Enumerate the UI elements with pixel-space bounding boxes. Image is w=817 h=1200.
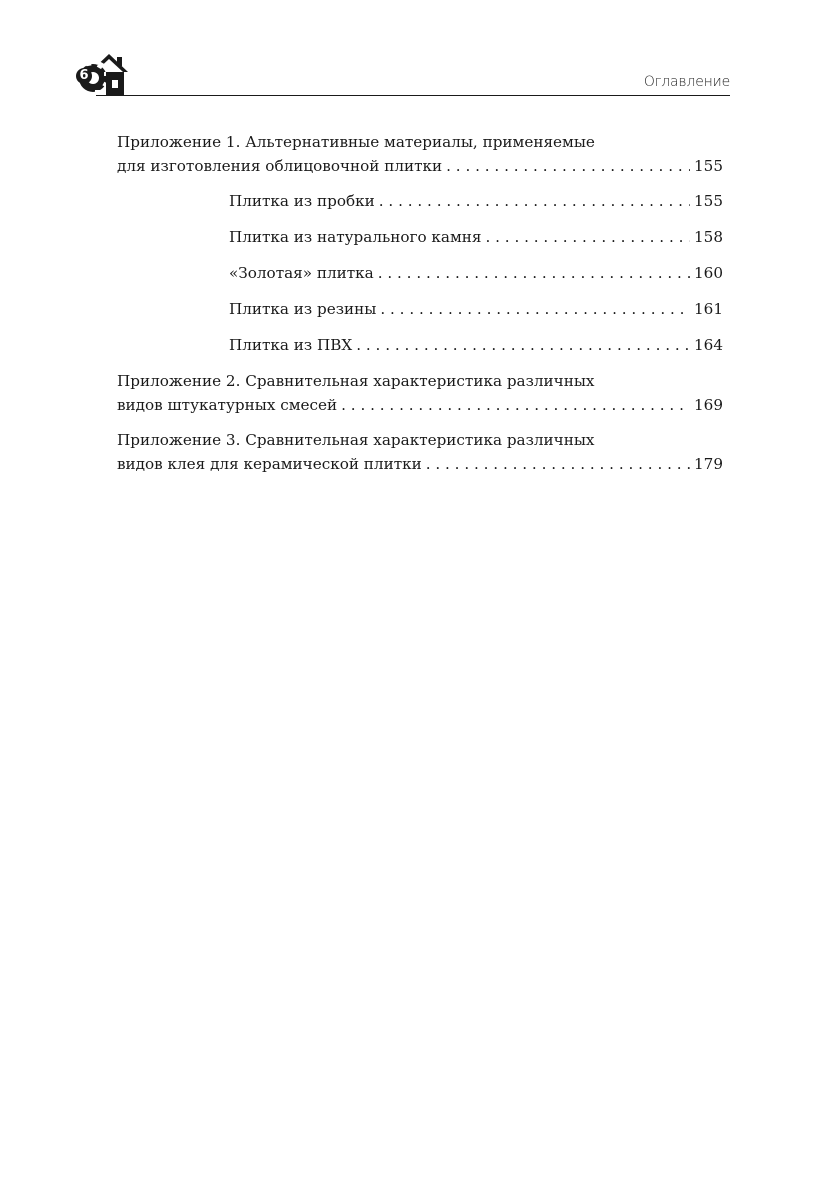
toc-subentry[interactable]: [229, 333, 723, 357]
toc-subentry-page: 155: [694, 192, 723, 210]
dot-leader: [379, 189, 690, 213]
toc-entry-page: 179: [694, 455, 723, 473]
toc-entry-appendix-1[interactable]: [117, 130, 723, 178]
toc-subentry-title: Плитка из ПВХ: [229, 336, 353, 354]
dot-leader: [426, 452, 690, 476]
toc-subentry[interactable]: [229, 261, 723, 285]
header-rule: [96, 95, 730, 96]
toc-entry-title: Приложение 3. Сравнительная характеристика различных: [117, 431, 595, 449]
toc-entry-line: [117, 154, 723, 178]
toc-entry-title: Приложение 1. Альтернативные материалы, применяемые: [117, 133, 595, 151]
page-number: 6: [76, 68, 92, 84]
toc-subentry-title: Плитка из пробки: [229, 192, 375, 210]
dot-leader: [341, 393, 690, 417]
toc-subentry-title: Плитка из резины: [229, 300, 377, 318]
dot-leader: [380, 297, 690, 321]
toc-entry-title: видов штукатурных смесей: [117, 396, 338, 414]
running-title: Оглавление: [643, 74, 730, 90]
toc-entry-page: 155: [694, 157, 723, 175]
dot-leader: [446, 154, 690, 178]
dot-leader: [486, 225, 691, 249]
toc-entry-appendix-3[interactable]: [117, 428, 723, 476]
toc-subentry-page: 161: [694, 300, 723, 318]
toc-entry-page: 169: [694, 396, 723, 414]
toc-entry-title: видов клея для керамической плитки: [117, 455, 422, 473]
toc-subentry-title: Плитка из натурального камня: [229, 228, 482, 246]
toc-entry-line: [117, 130, 723, 154]
toc-subentry[interactable]: [229, 297, 723, 321]
toc-subentry[interactable]: [229, 225, 723, 249]
toc-entry-title: для изготовления облицовочной плитки: [117, 157, 443, 175]
dot-leader: [378, 261, 690, 285]
table-of-contents: [117, 130, 723, 487]
page-header: [76, 48, 730, 96]
toc-subentry-page: 158: [694, 228, 723, 246]
toc-subentry-title: «Золотая» плитка: [229, 264, 374, 282]
toc-entry-title: Приложение 2. Сравнительная характеристика различных: [117, 372, 595, 390]
toc-entry-appendix-2[interactable]: [117, 369, 723, 417]
dot-leader: [356, 333, 690, 357]
toc-subentry-page: 160: [694, 264, 723, 282]
toc-subentry[interactable]: [229, 189, 723, 213]
toc-subentry-page: 164: [694, 336, 723, 354]
